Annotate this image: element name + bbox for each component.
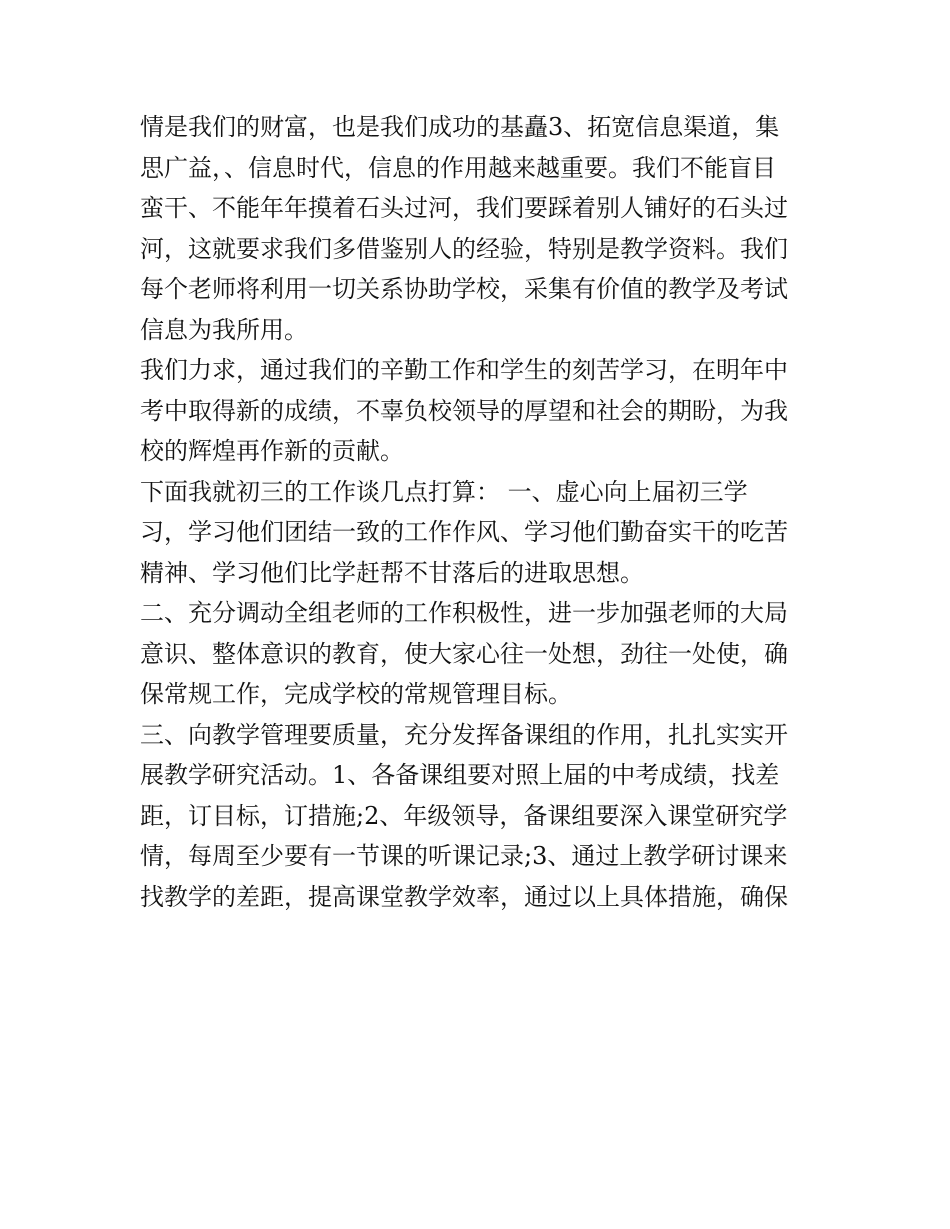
text-line: 下面我就初三的工作谈几点打算： 一、虚心向上届初三学	[140, 477, 748, 506]
text-line: 二、充分调动全组老师的工作积极性，进一步加强老师的大局	[140, 599, 788, 627]
text-line: 情是我们的财富，也是我们成功的基矗3、拓宽信息渠道，集	[140, 113, 780, 141]
text-line: 保常规工作，完成学校的常规管理目标。	[140, 680, 572, 708]
text-line: 三、向教学管理要质量，充分发挥备课组的作用，扎扎实实开	[140, 720, 788, 749]
text-line: 我们力求，通过我们的辛勤工作和学生的刻苦学习，在明年中	[140, 356, 788, 384]
text-line: 精神、学习他们比学赶帮不甘落后的进取思想。	[140, 558, 644, 587]
text-line: 河，这就要求我们多借鉴别人的经验，特别是教学资料。我们	[140, 234, 788, 263]
document-body	[140, 107, 820, 917]
text-line: 校的辉煌再作新的贡献。	[140, 437, 404, 465]
text-line: 考中取得新的成绩，不辜负校领导的厚望和社会的期盼，为我	[140, 396, 788, 425]
text-line: 信息为我所用。	[140, 315, 308, 344]
text-line: 展教学研究活动。1、各备课组要对照上届的中考成绩，找差	[140, 761, 780, 789]
text-line: 距，订目标，订措施;2、年级领导，备课组要深入课堂研究学	[140, 801, 788, 830]
text-line: 每个老师将利用一切关系协助学校，采集有价值的教学及考试	[140, 275, 788, 303]
text-line: 思广益，、信息时代，信息的作用越来越重要。我们不能盲目	[140, 153, 776, 182]
text-line: 习，学习他们团结一致的工作作风、学习他们勤奋实干的吃苦	[140, 518, 788, 546]
text-line: 意识、整体意识的教育，使大家心往一处想，劲往一处使，确	[140, 639, 788, 668]
text-line: 蛮干、不能年年摸着石头过河，我们要踩着别人铺好的石头过	[140, 194, 788, 222]
text-line: 找教学的差距，提高课堂教学效率，通过以上具体措施，确保	[140, 882, 788, 911]
text-line: 情，每周至少要有一节课的听课记录;3、通过上教学研讨课来	[140, 842, 788, 870]
